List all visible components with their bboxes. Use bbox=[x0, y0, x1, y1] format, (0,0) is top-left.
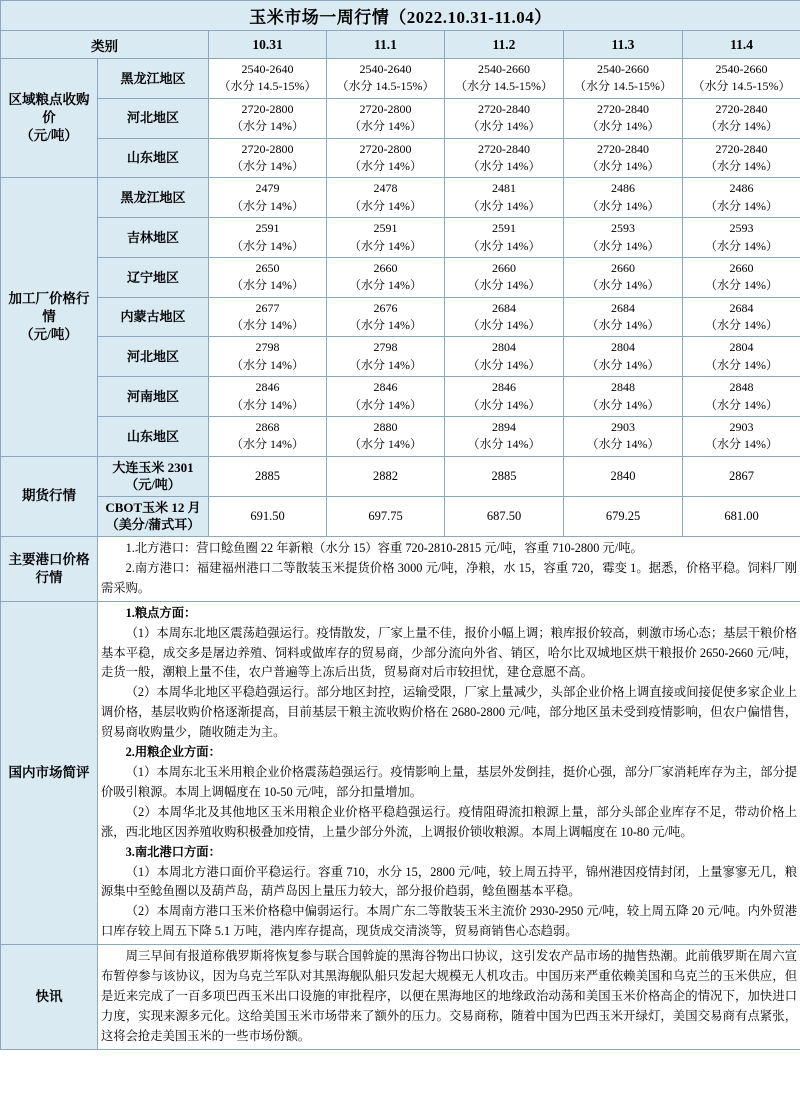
price-cell bbox=[683, 417, 800, 457]
futures-value: 687.50 bbox=[445, 496, 564, 536]
section-label-purchase-line1: 区域粮点收购价 bbox=[8, 91, 90, 126]
table-row bbox=[1, 297, 800, 337]
price-note: （水分 14%） bbox=[586, 397, 660, 412]
price-cell bbox=[564, 218, 683, 258]
price-value: 2903 bbox=[611, 420, 635, 435]
price-note: （水分 14%） bbox=[467, 357, 541, 372]
price-note: （水分 14%） bbox=[705, 158, 779, 173]
header-date-3: 11.2 bbox=[445, 31, 564, 59]
price-cell bbox=[209, 98, 327, 138]
price-cell bbox=[445, 218, 564, 258]
price-cell bbox=[209, 297, 327, 337]
price-value: 2720-2800 bbox=[241, 101, 294, 116]
price-cell bbox=[209, 377, 327, 417]
price-value: 2868 bbox=[255, 420, 280, 435]
price-note: （水分 14%） bbox=[586, 357, 660, 372]
price-cell bbox=[683, 98, 800, 138]
futures-value: 697.75 bbox=[327, 496, 445, 536]
price-cell bbox=[445, 178, 564, 218]
price-note: （水分 14%） bbox=[467, 238, 541, 253]
price-value: 2894 bbox=[492, 420, 516, 435]
price-cell bbox=[209, 59, 327, 99]
price-cell bbox=[564, 178, 683, 218]
section-label-processing bbox=[1, 178, 98, 456]
price-value: 2660 bbox=[611, 260, 635, 275]
price-note: （水分 14%） bbox=[705, 238, 779, 253]
review-heading-3: 3.南北港口方面： bbox=[125, 844, 221, 859]
price-value: 2676 bbox=[373, 300, 398, 315]
price-note: （水分 14%） bbox=[586, 437, 660, 452]
price-cell bbox=[327, 377, 445, 417]
price-cell bbox=[445, 337, 564, 377]
price-cell bbox=[564, 297, 683, 337]
price-value: 2540-2640 bbox=[359, 62, 412, 76]
futures-value: 679.25 bbox=[564, 496, 683, 536]
news-content bbox=[98, 945, 800, 1050]
price-value: 2846 bbox=[492, 380, 516, 395]
price-cell bbox=[683, 138, 800, 178]
price-value: 2486 bbox=[729, 181, 754, 196]
section-label-ports-line1: 主要港口价格 bbox=[8, 551, 90, 567]
price-cell bbox=[209, 337, 327, 377]
table-row bbox=[1, 178, 800, 218]
price-cell bbox=[327, 257, 445, 297]
price-cell bbox=[327, 138, 445, 178]
price-note: （水分 14%） bbox=[231, 238, 304, 253]
futures-value: 681.00 bbox=[683, 496, 800, 536]
price-note: （水分 14%） bbox=[586, 119, 660, 134]
price-note: （水分 14.5-15%） bbox=[455, 79, 553, 94]
futures-contract-line1: 大连玉米 2301 bbox=[112, 459, 194, 475]
price-note: （水分 14%） bbox=[467, 119, 541, 134]
futures-value: 691.50 bbox=[209, 496, 327, 536]
price-note: （水分 14%） bbox=[586, 158, 660, 173]
price-value: 2684 bbox=[729, 300, 754, 315]
table-row bbox=[1, 496, 800, 536]
section-label-processing-line1: 加工厂价格行情 bbox=[8, 290, 90, 324]
price-value: 2720-2840 bbox=[715, 141, 768, 156]
region-label: 河北地区 bbox=[98, 337, 209, 377]
price-note: （水分 14%） bbox=[467, 158, 541, 173]
price-note: （水分 14%） bbox=[467, 437, 541, 452]
price-note: （水分 14%） bbox=[705, 357, 779, 372]
header-date-5: 11.4 bbox=[683, 31, 800, 59]
price-cell bbox=[564, 257, 683, 297]
price-value: 2720-2840 bbox=[597, 101, 649, 116]
region-label: 山东地区 bbox=[98, 138, 209, 178]
price-value: 2540-2640 bbox=[241, 62, 294, 76]
price-value: 2720-2800 bbox=[241, 141, 294, 156]
price-note: （水分 14%） bbox=[231, 198, 304, 213]
price-cell bbox=[564, 59, 683, 99]
region-label: 吉林地区 bbox=[98, 218, 209, 258]
review-paragraph-3: （1）本周东北玉米用粮企业价格震荡趋强运行。疫情影响上量，基层外发倒挂，挺价心强，部分厂家消耗库存为主，部分提价吸引粮源。本周上调幅度在 10-50 元/吨，部分扣量增加。 bbox=[101, 764, 798, 799]
price-note: （水分 14%） bbox=[349, 437, 422, 452]
price-note: （水分 14%） bbox=[231, 437, 304, 452]
price-value: 2720-2800 bbox=[359, 141, 412, 156]
price-cell bbox=[327, 337, 445, 377]
price-value: 2720-2840 bbox=[597, 141, 649, 156]
page-title: 玉米市场一周行情（2022.10.31-11.04） bbox=[1, 1, 800, 31]
section-label-processing-line2: （元/吨） bbox=[20, 327, 78, 343]
price-cell bbox=[445, 297, 564, 337]
section-label-review: 国内市场简评 bbox=[1, 601, 98, 944]
price-value: 2540-2660 bbox=[478, 62, 530, 76]
price-note: （水分 14%） bbox=[349, 278, 422, 293]
review-paragraph-4: （2）本周华北及其他地区玉米用粮企业价格平稳趋强运行。疫情阻碍流扣粮源上量，部分头部企业库存不足，带动价格上涨，西北地区因养殖收购积极叠加疫情，上量少部分外流，上调报价锁收粮源。本周上调幅度在 10-80 元/吨。 bbox=[101, 804, 798, 839]
ports-paragraph-2: 2.南方港口：福建福州港口二等散装玉米提货价格 3000 元/吨，净粮，水 15，容重 720，霉变 1。据悉，价格平稳。饲料厂刚需采购。 bbox=[101, 560, 798, 595]
price-note: （水分 14%） bbox=[349, 119, 422, 134]
futures-contract-line2: （元/吨） bbox=[125, 477, 181, 493]
price-value: 2650 bbox=[255, 260, 280, 275]
price-cell bbox=[327, 178, 445, 218]
price-value: 2593 bbox=[729, 221, 754, 236]
price-value: 2481 bbox=[492, 181, 516, 196]
region-label: 山东地区 bbox=[98, 417, 209, 457]
price-cell bbox=[209, 218, 327, 258]
price-cell bbox=[209, 257, 327, 297]
header-row bbox=[1, 31, 800, 59]
review-paragraph-2: （2）本周华北地区平稳趋强运行。部分地区封控，运输受限，厂家上量减少，头部企业价格上调直接或间接促使多家企业上调价格，基层收购价格逐渐提高，目前基层干粮主流收购价格在 2680-2800 元/吨，部分地区虽未受到疫情影响，但农户偏惜售，贸易商收购量少，随收随走为主。 bbox=[101, 685, 798, 740]
ports-paragraph-1: 1.北方港口：营口鲶鱼圈 22 年新粮（水分 15）容重 720-2810-2815 元/吨，容重 710-2800 元/吨。 bbox=[125, 541, 643, 555]
price-note: （水分 14%） bbox=[586, 198, 660, 213]
section-label-news: 快讯 bbox=[1, 945, 98, 1050]
header-date-2: 11.1 bbox=[327, 31, 445, 59]
price-value: 2798 bbox=[255, 340, 280, 355]
futures-value: 2840 bbox=[564, 456, 683, 496]
price-cell bbox=[564, 417, 683, 457]
price-note: （水分 14%） bbox=[349, 357, 422, 372]
price-cell bbox=[564, 377, 683, 417]
price-value: 2798 bbox=[373, 340, 398, 355]
region-label: 河南地区 bbox=[98, 377, 209, 417]
price-note: （水分 14%） bbox=[467, 278, 541, 293]
price-value: 2540-2660 bbox=[715, 62, 768, 76]
price-value: 2479 bbox=[255, 181, 280, 196]
price-note: （水分 14%） bbox=[231, 357, 304, 372]
price-value: 2846 bbox=[255, 380, 280, 395]
price-note: （水分 14%） bbox=[705, 318, 779, 333]
price-value: 2720-2840 bbox=[478, 101, 530, 116]
price-cell bbox=[564, 337, 683, 377]
region-label: 河北地区 bbox=[98, 98, 209, 138]
price-value: 2846 bbox=[373, 380, 398, 395]
price-value: 2677 bbox=[255, 300, 280, 315]
region-label: 内蒙古地区 bbox=[98, 297, 209, 337]
price-cell bbox=[683, 337, 800, 377]
header-date-4: 11.3 bbox=[564, 31, 683, 59]
price-note: （水分 14%） bbox=[705, 119, 779, 134]
price-value: 2880 bbox=[373, 420, 398, 435]
header-category: 类别 bbox=[1, 31, 209, 59]
price-cell bbox=[209, 417, 327, 457]
price-note: （水分 14%） bbox=[349, 397, 422, 412]
price-note: （水分 14%） bbox=[586, 238, 660, 253]
price-value: 2684 bbox=[492, 300, 516, 315]
section-label-futures: 期货行情 bbox=[1, 456, 98, 536]
price-cell bbox=[683, 297, 800, 337]
futures-value: 2885 bbox=[209, 456, 327, 496]
futures-contract-line1: CBOT玉米 12 月 bbox=[105, 499, 201, 515]
region-label: 黑龙江地区 bbox=[98, 59, 209, 99]
price-value: 2591 bbox=[255, 221, 280, 236]
futures-value: 2885 bbox=[445, 456, 564, 496]
ports-content bbox=[98, 537, 800, 602]
price-note: （水分 14%） bbox=[586, 278, 660, 293]
price-note: （水分 14%） bbox=[705, 397, 779, 412]
price-note: （水分 14%） bbox=[586, 318, 660, 333]
price-cell bbox=[445, 377, 564, 417]
futures-value: 2882 bbox=[327, 456, 445, 496]
price-cell bbox=[327, 417, 445, 457]
price-value: 2591 bbox=[492, 221, 516, 236]
price-note: （水分 14%） bbox=[231, 119, 304, 134]
price-value: 2848 bbox=[611, 380, 635, 395]
price-value: 2720-2800 bbox=[359, 101, 412, 116]
table-row bbox=[1, 377, 800, 417]
table-row bbox=[1, 601, 800, 944]
price-note: （水分 14.5-15%） bbox=[692, 79, 791, 94]
price-cell bbox=[327, 59, 445, 99]
review-heading-2: 2.用粮企业方面： bbox=[125, 745, 221, 760]
review-heading-1: 1.粮点方面： bbox=[125, 605, 197, 620]
price-note: （水分 14%） bbox=[231, 318, 304, 333]
price-note: （水分 14.5-15%） bbox=[574, 79, 672, 94]
price-note: （水分 14%） bbox=[705, 437, 779, 452]
price-note: （水分 14.5-15%） bbox=[218, 79, 317, 94]
futures-value: 2867 bbox=[683, 456, 800, 496]
table-row bbox=[1, 537, 800, 602]
price-value: 2478 bbox=[373, 181, 398, 196]
price-value: 2684 bbox=[611, 300, 635, 315]
price-cell bbox=[683, 218, 800, 258]
table-row bbox=[1, 417, 800, 457]
section-label-ports-line2: 行情 bbox=[35, 569, 63, 585]
price-value: 2660 bbox=[729, 260, 754, 275]
price-cell bbox=[683, 59, 800, 99]
price-note: （水分 14%） bbox=[231, 278, 304, 293]
price-cell bbox=[445, 257, 564, 297]
header-date-1: 10.31 bbox=[209, 31, 327, 59]
futures-contract-line2: （美分/蒲式耳） bbox=[105, 517, 201, 533]
price-value: 2540-2660 bbox=[597, 62, 649, 76]
price-note: （水分 14%） bbox=[349, 198, 422, 213]
price-value: 2660 bbox=[492, 260, 516, 275]
region-label: 辽宁地区 bbox=[98, 257, 209, 297]
table-row bbox=[1, 218, 800, 258]
price-cell bbox=[445, 98, 564, 138]
table-row bbox=[1, 456, 800, 496]
price-value: 2593 bbox=[611, 221, 635, 236]
table-row bbox=[1, 138, 800, 178]
price-cell bbox=[564, 138, 683, 178]
review-paragraph-5: （1）本周北方港口面价平稳运行。容重 710，水分 15，2800 元/吨，较上周五持平，锦州港因疫情封闭，上量寥寥无几，粮源集中至鲶鱼圈以及葫芦岛，葫芦岛因上量压力较大，部分报价趋弱，鲶鱼圈基本平稳。 bbox=[101, 864, 798, 899]
price-cell bbox=[683, 257, 800, 297]
table-row bbox=[1, 945, 800, 1050]
price-cell bbox=[564, 98, 683, 138]
price-cell bbox=[209, 138, 327, 178]
price-value: 2804 bbox=[611, 340, 635, 355]
price-note: （水分 14.5-15%） bbox=[336, 79, 435, 94]
price-note: （水分 14%） bbox=[231, 158, 304, 173]
price-cell bbox=[445, 59, 564, 99]
table-row bbox=[1, 59, 800, 99]
price-value: 2591 bbox=[373, 221, 398, 236]
price-note: （水分 14%） bbox=[349, 318, 422, 333]
review-paragraph-6: （2）本周南方港口玉米价格稳中偏弱运行。本周广东二等散装玉米主流价 2930-2950 元/吨，较上周五降 20 元/吨。内外贸港口库存较上周五下降 5.1 万吨，港内库存提高，现货成交清淡等，贸易商销售心态趋弱。 bbox=[101, 904, 798, 939]
price-cell bbox=[209, 178, 327, 218]
price-value: 2486 bbox=[611, 181, 635, 196]
price-note: （水分 14%） bbox=[349, 238, 422, 253]
price-note: （水分 14%） bbox=[231, 397, 304, 412]
price-note: （水分 14%） bbox=[705, 278, 779, 293]
price-cell bbox=[445, 138, 564, 178]
price-cell bbox=[327, 98, 445, 138]
price-cell bbox=[327, 297, 445, 337]
price-note: （水分 14%） bbox=[349, 158, 422, 173]
price-value: 2660 bbox=[373, 260, 398, 275]
table-row bbox=[1, 98, 800, 138]
table-row bbox=[1, 337, 800, 377]
price-cell bbox=[683, 178, 800, 218]
news-paragraph: 周三早间有报道称俄罗斯将恢复参与联合国斡旋的黑海谷物出口协议，这引发农产品市场的抛售热潮。此前俄罗斯在周六宣布暂停参与该协议，因为乌克兰军队对其黑海舰队船只发起大规模无人机攻击。中国历来严重依赖美国和乌克兰的玉米供应，但是近来完成了一百多项巴西玉米出口设施的审批程序，以便在黑海地区的地缘政治动荡和美国玉米价格高企的情况下，加快进口力度，实现来源多元化。这给美国玉米市场带来了额外的压力。交易商称，随着中国为巴西玉米开绿灯，美国交易商有点紧张，这将会抢走美国玉米的一些市场份额。 bbox=[101, 949, 798, 1043]
section-label-purchase bbox=[1, 59, 98, 178]
price-note: （水分 14%） bbox=[467, 198, 541, 213]
price-value: 2804 bbox=[729, 340, 754, 355]
price-cell bbox=[445, 417, 564, 457]
price-value: 2720-2840 bbox=[478, 141, 530, 156]
futures-contract-label bbox=[98, 496, 209, 536]
price-cell bbox=[327, 218, 445, 258]
title-row bbox=[1, 1, 800, 31]
price-value: 2804 bbox=[492, 340, 516, 355]
review-content bbox=[98, 601, 800, 944]
price-value: 2903 bbox=[729, 420, 754, 435]
section-label-purchase-line2: （元/吨） bbox=[20, 128, 78, 144]
price-cell bbox=[683, 377, 800, 417]
price-note: （水分 14%） bbox=[705, 198, 779, 213]
price-note: （水分 14%） bbox=[467, 318, 541, 333]
review-paragraph-1: （1）本周东北地区震荡趋强运行。疫情散发，厂家上量不佳，报价小幅上调；粮库报价较高，刺激市场心态；基层干粮价格基本平稳，成交多是屠边养殖、饲料或做库存的贸易商，少部分流向外省、销区，哈尔比双城地区烘干粮报价 2650-2660 元/吨，走货一般，潮粮上量不佳，农户普遍等上冻后出货，贸易商对后市较担忧，建仓意愿不高。 bbox=[101, 625, 798, 680]
price-note: （水分 14%） bbox=[467, 397, 541, 412]
region-label: 黑龙江地区 bbox=[98, 178, 209, 218]
price-value: 2848 bbox=[729, 380, 754, 395]
futures-contract-label bbox=[98, 456, 209, 496]
price-value: 2720-2840 bbox=[715, 101, 768, 116]
table-row bbox=[1, 257, 800, 297]
section-label-ports bbox=[1, 537, 98, 602]
